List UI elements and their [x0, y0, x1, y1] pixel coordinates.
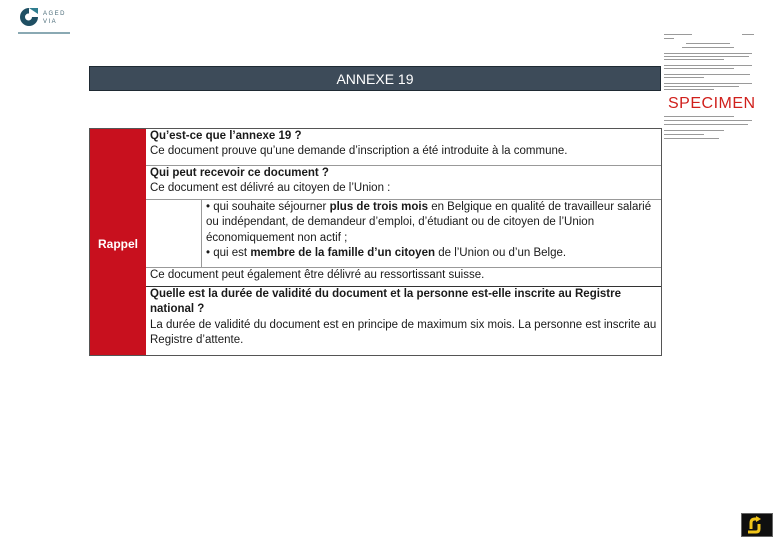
bullet-text [206, 200, 656, 262]
question-2: Qui peut recevoir ce document ? [150, 167, 329, 179]
thumb-line [664, 65, 752, 66]
thumb-line [686, 43, 730, 44]
thumb-line [664, 89, 714, 90]
question-1: Qu’est-ce que l’annexe 19 ? [150, 130, 302, 142]
bullet-1-emphasis: plus de trois mois [329, 201, 428, 213]
answer-2-extra: Ce document peut également être délivré au ressortissant suisse. [150, 269, 485, 281]
logo-text-line2: VIA [43, 19, 58, 25]
thumb-line [664, 34, 692, 35]
thumb-line [664, 59, 724, 60]
specimen-stamp: SPECIMEN [668, 95, 756, 112]
question-block-2 [146, 165, 661, 199]
logo-mark-icon [18, 6, 40, 28]
logo-text-line1: AGED [43, 11, 67, 17]
thumb-line [664, 120, 752, 121]
answer-2: Ce document est délivré au citoyen de l’Union : [150, 182, 391, 195]
bullet-2-end: de l’Union ou d’un Belge. [435, 247, 567, 260]
bullet-indent-cell [146, 200, 202, 268]
question-3: Quelle est la durée de validité du document et la personne est-elle inscrite au Registre national ? [150, 288, 622, 316]
thumb-line [664, 124, 748, 125]
info-card [89, 128, 662, 356]
thumb-line [664, 68, 734, 69]
answer-1: Ce document prouve qu’une demande d’inscription a été introduite à la commune. [150, 145, 568, 158]
specimen-document-thumbnail [664, 34, 759, 146]
thumb-line [664, 38, 674, 39]
bullet-2-emphasis: membre de la famille d’un citoyen [250, 247, 436, 260]
return-arrow-icon [742, 514, 772, 536]
thumb-line [682, 47, 734, 48]
thumb-line [664, 138, 719, 139]
bullet-2-start: • qui est [206, 247, 251, 260]
bullet-item-2 [206, 246, 656, 261]
thumb-line [664, 130, 724, 131]
thumb-line [664, 74, 750, 75]
answer-3: La durée de validité du document est en principe de maximum six mois. La personne est inscrite au Registre d’attente. [150, 318, 657, 347]
question-block-1 [146, 129, 661, 161]
thumb-line [664, 116, 734, 117]
thumb-line [664, 134, 704, 135]
logo-underline [18, 32, 70, 34]
thumb-line [664, 56, 749, 57]
logo-text [43, 10, 66, 26]
thumb-line [664, 53, 752, 54]
question-block-3 [146, 286, 661, 355]
logo [18, 6, 78, 36]
return-button[interactable] [741, 513, 773, 537]
thumb-line [664, 83, 752, 84]
banner-title: ANNEXE 19 [336, 71, 414, 87]
thumb-line [664, 77, 704, 78]
section-banner [89, 66, 661, 91]
thumb-line [742, 34, 754, 35]
answer-2-extra-row [146, 267, 661, 285]
rappel-label: Rappel [98, 237, 139, 251]
thumb-line [664, 86, 739, 87]
rappel-column [90, 129, 146, 355]
bullet-list [146, 199, 661, 268]
bullet-1-end: en Belgique en qualité de travailleur salarié ou indépendant, de demandeur d’emploi, d’étudiant ou de citoyen de l’Union économiquement non actif ; [206, 201, 652, 244]
bullet-item-1 [206, 200, 656, 246]
bullet-1-start: • qui souhaite séjourner [206, 201, 330, 213]
